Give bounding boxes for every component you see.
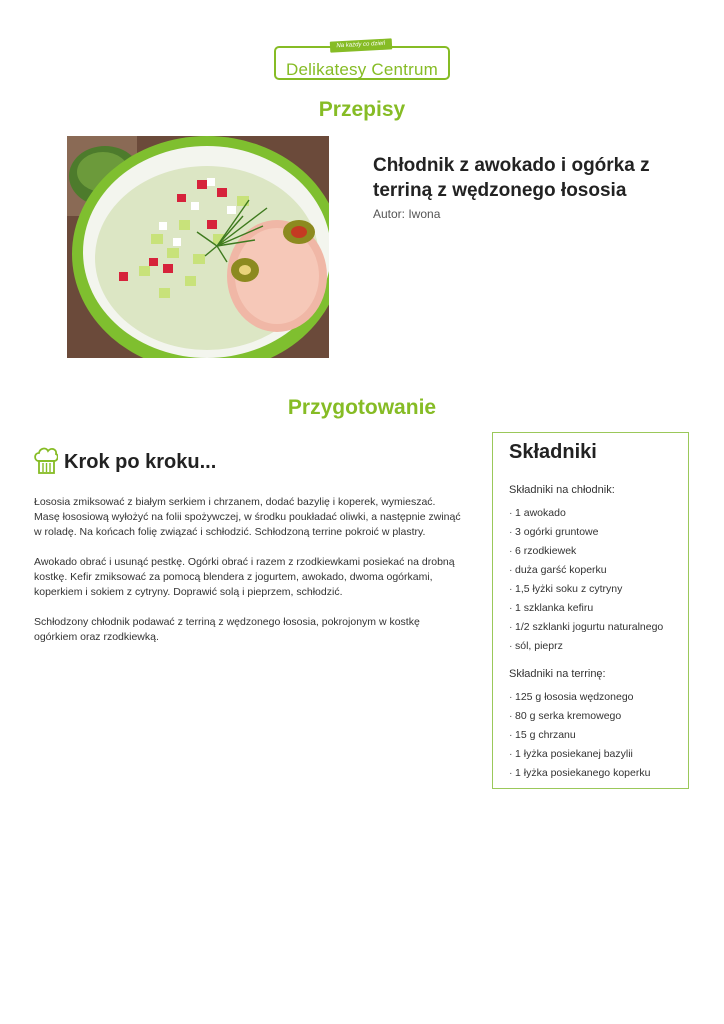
ingredients-heading: Składniki	[509, 441, 597, 463]
ingredient-item: · sól, pieprz	[509, 637, 672, 656]
chef-hat-icon	[34, 447, 58, 475]
ingredients-panel	[492, 432, 689, 789]
ingredient-item: · 1 awokado	[509, 504, 672, 523]
ingredient-item: · duża garść koperku	[509, 561, 672, 580]
recipe-author: Autor: Iwona	[373, 207, 441, 221]
logo-wordmark: Delikatesy Centrum	[286, 60, 438, 79]
ingredients-list-soup	[509, 504, 672, 656]
ingredient-item: · 15 g chrzanu	[509, 726, 672, 745]
step-paragraph: Łososia zmiksować z białym serkiem i chrzanem, dodać bazylię i koperek, wymieszać. Masę łososiową wyłożyć na folii spożywczej, w środku poukładać oliwki, a następnie zwinąć w roladę. Na końcach folię związać i schłodzić. Schłodzoną terrine pokroić w plastry.	[34, 496, 461, 538]
steps-heading-label: Krok po kroku...	[64, 451, 217, 473]
ingredient-item: · 80 g serka kremowego	[509, 707, 672, 726]
ingredient-item: · 1 szklanka kefiru	[509, 599, 672, 618]
ingredients-list-terrine	[509, 688, 672, 783]
ingredient-item: · 6 rzodkiewek	[509, 542, 672, 561]
step-paragraph: Schłodzony chłodnik podawać z terriną z wędzonego łososia, pokrojonym w kostkę ogórkiem oraz rzodkiewką.	[34, 616, 420, 643]
ingredient-item: · 1 łyżka posiekanego koperku	[509, 764, 672, 783]
ingredients-group-label: Składniki na terrinę:	[509, 668, 606, 680]
ingredients-group-label: Składniki na chłodnik:	[509, 484, 615, 496]
logo-tagline: Na każdy co dzień	[330, 38, 392, 52]
steps-text	[34, 495, 462, 660]
recipe-title: Chłodnik z awokado i ogórka z terriną z wędzonego łososia	[373, 155, 650, 201]
step-paragraph: Awokado obrać i usunąć pestkę. Ogórki obrać i razem z rzodkiewkami posiekać na drobną kostkę. Kefir zmiksować za pomocą blendera z jogurtem, awokado, dwoma ogórkami, koperkiem i sokiem z cytryny. Doprawić solą i pieprzem, schłodzić.	[34, 556, 455, 598]
logo-frame	[274, 46, 450, 80]
brand-logo[interactable]	[274, 40, 450, 82]
recipe-photo-image	[67, 136, 329, 358]
recipe-photo	[67, 136, 329, 358]
ingredient-item: · 1,5 łyżki soku z cytryny	[509, 580, 672, 599]
ingredient-item: · 3 ogórki gruntowe	[509, 523, 672, 542]
section-title-recipes: Przepisy	[318, 98, 406, 121]
section-title-preparation: Przygotowanie	[287, 396, 437, 419]
ingredient-item: · 1 łyżka posiekanej bazylii	[509, 745, 672, 764]
ingredient-item: · 1/2 szklanki jogurtu naturalnego	[509, 618, 672, 637]
ingredient-item: · 125 g łososia wędzonego	[509, 688, 672, 707]
